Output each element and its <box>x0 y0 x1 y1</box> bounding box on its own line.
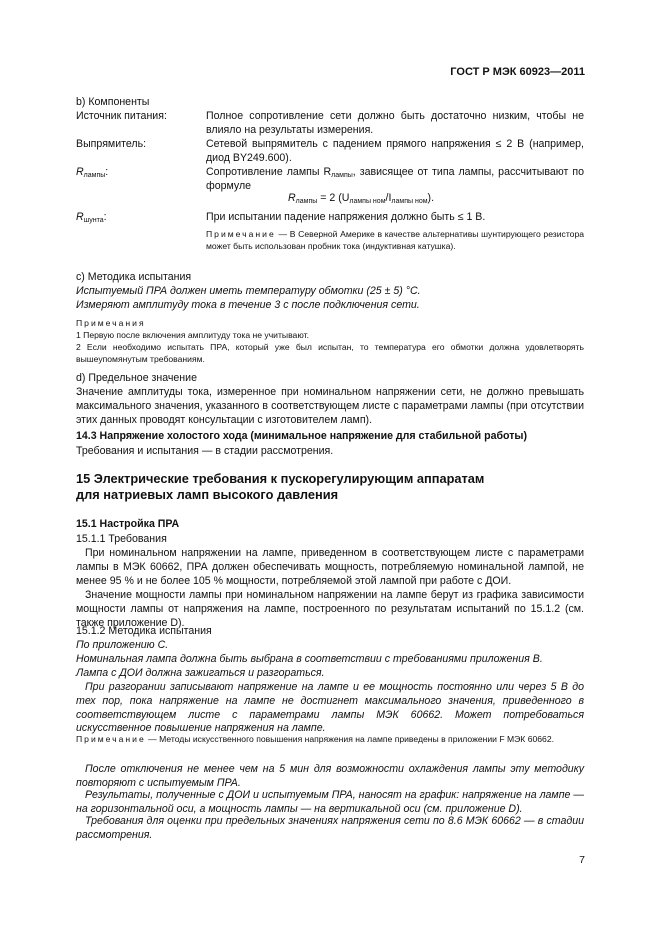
standard-header: ГОСТ Р МЭК 60923—2011 <box>450 66 585 78</box>
method-warmup: При разгорании записывают напряжение на лампе и ее мощность постоянно или через 5 В до тех пор, пока напряжение на лампе не достигнет максимального значения, приведенного в соответствующем листе с параметрами лампы МЭК 60662. Может потребоваться искусственное повышение напряжения на лампе. <box>76 681 584 735</box>
section-15-title-line-2: для натриевых ламп высокого давления <box>76 487 339 502</box>
method-line-1: Испытуемый ПРА должен иметь температуру обмотки (25 ± 5) °C. <box>76 285 421 297</box>
section-15-1-1-title: 15.1.1 Требования <box>76 533 167 545</box>
section-14-3-text: Требования и испытания — в стадии рассмотрения. <box>76 445 334 457</box>
page-number: 7 <box>579 854 585 866</box>
rshunt-label: $R_{шунта}$: <box>76 211 107 224</box>
method-repeat: После отключения не менее чем на 5 мин для возможности охлаждения лампы эту методику повторяют с испытуемым ПРА. <box>76 763 584 789</box>
rlamp-text: Сопротивление лампы $R_{лампы}$, зависящее от типа лампы, рассчитывают по формуле <box>206 166 584 192</box>
method-note-1: 1 Первую после включения амплитуду тока не учитывают. <box>76 330 309 340</box>
power-source-row <box>76 110 584 138</box>
components-title: b) Компоненты <box>76 96 150 108</box>
power-source-text: Полное сопротивление сети должно быть достаточно низким, чтобы не влияло на результаты измерения. <box>206 110 584 136</box>
method-notes-title: Примечания <box>76 318 146 328</box>
rectifier-text: Сетевой выпрямитель с падением прямого напряжения ≤ 2 В (например, диод BY249.600). <box>206 138 584 164</box>
section-15-1-1-para-1: При номинальном напряжении на лампе, приведенном в соответствующем листе с параметрами лампы в МЭК 60662, ПРА должен обеспечивать мощность, потребляемую номинальной лампой, не менее 95 % и не более 105 % мощности, потребляемой этой лампой при работе с ДОИ. <box>76 547 584 587</box>
section-14-3-title: 14.3 Напряжение холостого хода (минимальное напряжение для стабильной работы) <box>76 430 527 442</box>
section-15-1-title: 15.1 Настройка ПРА <box>76 518 180 530</box>
rectifier-row <box>76 138 584 166</box>
rlamp-formula: $R_{лампы} = 2$ $(U_{лампы ном}/I_{лампы ном})$. <box>288 192 435 205</box>
method-note-2: 2 Если необходимо испытать ПРА, который уже был испытан, то температура его обмотки должна удовлетворять вышеупомянутым требованиям. <box>76 342 584 364</box>
method-annex-c: По приложению С. <box>76 639 169 651</box>
section-15-1-2-title: 15.1.2 Методика испытания <box>76 625 212 637</box>
limit-text: Значение амплитуды тока, измеренное при номинальном напряжении сети, не должно превышать максимального значения, указанного в соответствующем листе с параметрами лампы (при отсутствии этих данных проводят консультации с изготовителем ламп). <box>76 386 584 426</box>
method-nominal-lamp: Номинальная лампа должна быть выбрана в соответствии с требованиями приложения В. <box>76 653 543 665</box>
power-source-label: Источник питания: <box>76 110 167 122</box>
rlamp-row <box>76 166 584 194</box>
method-ignition: Лампа с ДОИ должна зажигаться и разгораться. <box>76 667 325 679</box>
rshunt-row <box>76 211 584 227</box>
method-line-2: Измеряют амплитуду тока в течение 3 с после подключения сети. <box>76 299 420 311</box>
rectifier-label: Выпрямитель: <box>76 138 147 150</box>
components-note: Примечание — В Северной Америке в качестве альтернативы шунтирующего резистора может быть использован пробник тока (индуктивная катушка). <box>206 229 585 251</box>
method-title: c) Методика испытания <box>76 271 192 283</box>
method-15-note: Примечание — Методы искусственного повышения напряжения на лампе приведены в приложении F МЭК 60662. <box>76 734 554 744</box>
section-15-title-line-1: 15 Электрические требования к пускорегулирующим аппаратам <box>76 471 485 486</box>
rlamp-label: $R_{лампы}$: <box>76 166 109 179</box>
method-plot: Результаты, полученные с ДОИ и испытуемым ПРА, наносят на график: напряжение на лампе — на горизонтальной оси, а мощность лампы — на вертикальной оси (см. приложение D). <box>76 789 584 815</box>
limit-title: d) Предельное значение <box>76 372 197 384</box>
section-15-1-1-para-2: Значение мощности лампы при номинальном напряжении на лампе берут из графика зависимости мощности лампы от напряжения на лампе, построенного по результатам испытаний по 15.1.2 (см. также приложение D). <box>76 589 584 629</box>
method-limits: Требования для оценки при предельных значениях напряжения сети по 8.6 МЭК 60662 — в стадии рассмотрения. <box>76 815 584 841</box>
rshunt-text: При испытании падение напряжения должно быть ≤ 1 В. <box>206 211 486 223</box>
